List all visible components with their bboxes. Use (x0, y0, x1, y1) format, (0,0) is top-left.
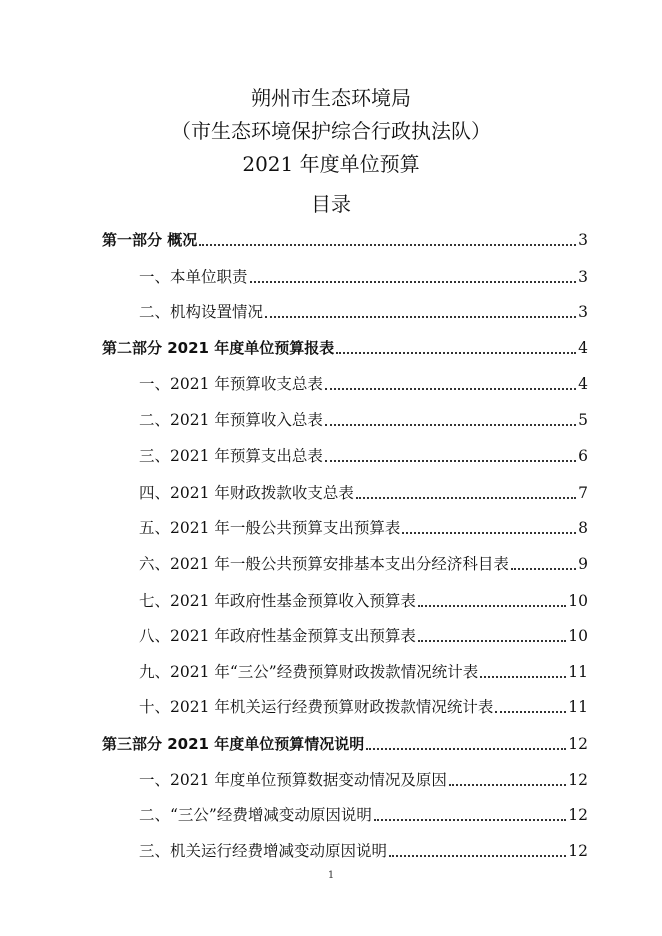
toc-entry-title: 十、2021 年机关运行经费预算财政拨款情况统计表 (139, 698, 494, 716)
toc-dot-leader (418, 604, 566, 607)
toc-entry-section[interactable] (139, 622, 588, 646)
document-title (0, 82, 662, 181)
toc-dot-leader (402, 531, 576, 534)
title-line-subunit: （市生态环境保护综合行政执法队） (171, 119, 491, 143)
toc-entry-section[interactable] (139, 442, 588, 466)
toc-entry-page: 8 (578, 519, 588, 537)
toc-entry-title: 五、2021 年一般公共预算支出预算表 (139, 519, 401, 537)
toc-dot-leader (356, 496, 576, 499)
toc-entry-page: 4 (578, 375, 588, 393)
toc-entry-section[interactable] (139, 766, 588, 790)
toc-entry-title: 一、2021 年度单位预算数据变动情况及原因 (139, 771, 447, 789)
toc-entry-section[interactable] (139, 658, 588, 682)
toc-entry-page: 7 (578, 484, 588, 502)
toc-entry-title: 八、2021 年政府性基金预算支出预算表 (139, 627, 416, 645)
toc-entry-page: 4 (578, 339, 588, 357)
toc-dot-leader (250, 280, 577, 283)
toc-entry-page: 3 (578, 268, 588, 286)
toc-entry-section[interactable] (139, 837, 588, 861)
toc-entry-page: 12 (568, 771, 588, 789)
title-line-organization: 朔州市生态环境局 (251, 86, 411, 110)
toc-dot-leader (199, 243, 576, 246)
toc-entry-page: 12 (568, 842, 588, 860)
toc-entry-title: 二、“三公”经费增减变动原因说明 (139, 806, 372, 824)
toc-entry-part[interactable] (102, 730, 588, 754)
toc-entry-section[interactable] (139, 370, 588, 394)
toc-heading: 目录 (311, 192, 351, 216)
toc-dot-leader (418, 639, 566, 642)
toc-entry-page: 9 (578, 555, 588, 573)
toc-entry-title: 六、2021 年一般公共预算安排基本支出分经济科目表 (139, 555, 509, 573)
toc-entry-title: 三、机关运行经费增减变动原因说明 (139, 842, 388, 860)
toc-entry-title: 第二部分 2021 年度单位预算报表 (102, 339, 335, 357)
toc-dot-leader (374, 818, 566, 821)
toc-entry-page: 3 (578, 231, 588, 249)
toc-entry-title: 九、2021 年“三公”经费预算财政拨款情况统计表 (139, 663, 479, 681)
toc-entry-page: 10 (568, 627, 588, 645)
toc-entry-page: 11 (568, 698, 588, 716)
toc-entry-page: 11 (568, 663, 588, 681)
toc-dot-leader (325, 459, 576, 462)
toc-entry-part[interactable] (102, 334, 588, 358)
toc-dot-leader (511, 567, 576, 570)
toc-entry-title: 一、2021 年预算收支总表 (139, 375, 323, 393)
toc-entry-section[interactable] (139, 587, 588, 611)
toc-entry-title: 二、2021 年预算收入总表 (139, 411, 323, 429)
title-line-year: 2021 年度单位预算 (242, 152, 420, 176)
toc-entry-section[interactable] (139, 514, 588, 538)
toc-entry-title: 三、2021 年预算支出总表 (139, 447, 323, 465)
toc-entry-title: 一、本单位职责 (139, 268, 248, 286)
toc-entry-section[interactable] (139, 801, 588, 825)
toc-entry-section[interactable] (139, 550, 588, 574)
toc-entry-title: 四、2021 年财政拨款收支总表 (139, 484, 354, 502)
toc-entry-section[interactable] (139, 298, 588, 322)
toc-entry-page: 5 (578, 411, 588, 429)
toc-dot-leader (480, 675, 566, 678)
toc-entry-page: 12 (568, 806, 588, 824)
toc-dot-leader (389, 854, 566, 857)
toc-entry-page: 12 (568, 735, 588, 753)
page-number: 1 (327, 870, 335, 881)
toc-entry-title: 二、机构设置情况 (139, 303, 264, 321)
toc-dot-leader (366, 747, 566, 750)
toc-dot-leader (336, 351, 576, 354)
toc-entry-section[interactable] (139, 693, 588, 717)
toc-entry-section[interactable] (139, 406, 588, 430)
toc-dot-leader (265, 315, 576, 318)
toc-dot-leader (495, 710, 566, 713)
toc-dot-leader (325, 423, 576, 426)
toc-entry-section[interactable] (139, 479, 588, 503)
toc-entry-section[interactable] (139, 263, 588, 287)
toc-entry-title: 第一部分 概况 (102, 231, 198, 249)
toc-entry-page: 10 (568, 592, 588, 610)
toc-entry-title: 第三部分 2021 年度单位预算情况说明 (102, 735, 365, 753)
toc-entry-part[interactable] (102, 226, 588, 250)
toc-entry-title: 七、2021 年政府性基金预算收入预算表 (139, 592, 416, 610)
toc-entry-page: 3 (578, 303, 588, 321)
toc-dot-leader (325, 387, 576, 390)
toc-dot-leader (449, 783, 566, 786)
toc-entry-page: 6 (578, 447, 588, 465)
